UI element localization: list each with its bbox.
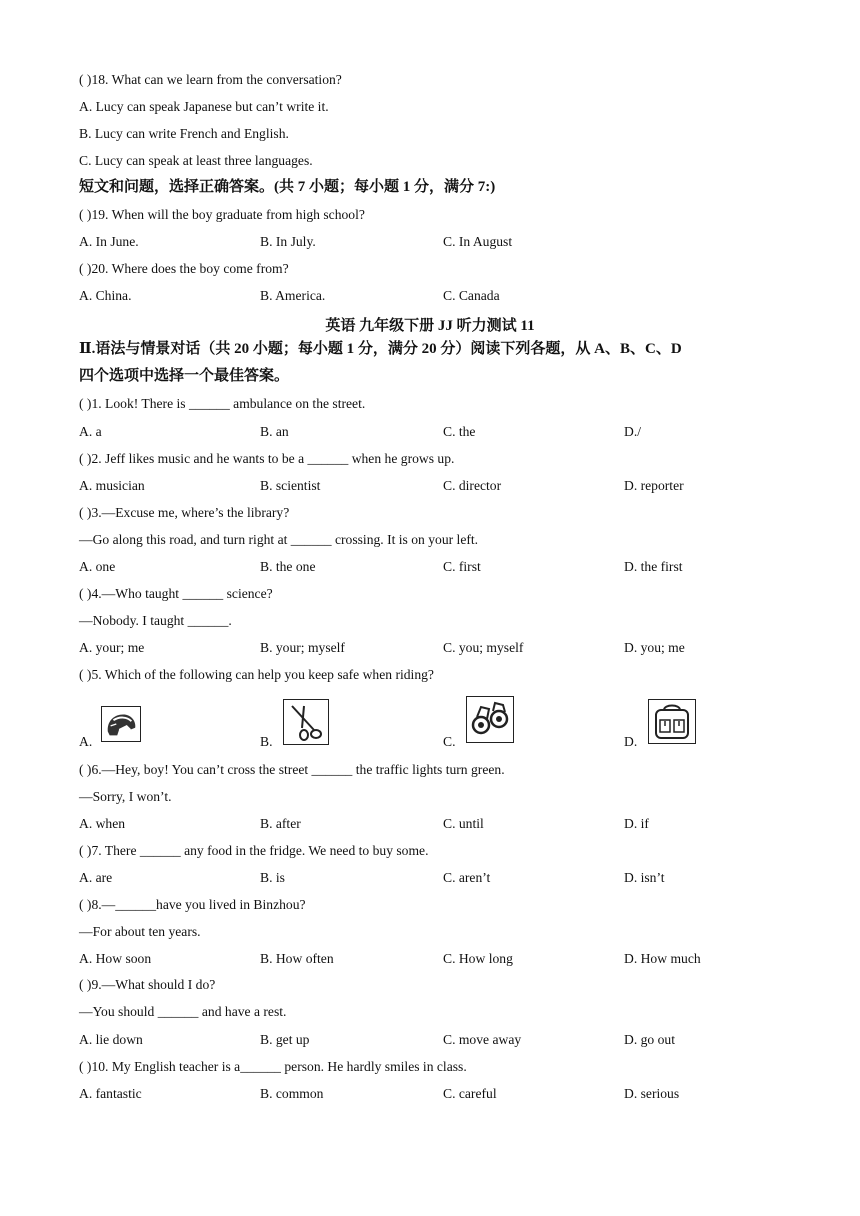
q9-option-d: D. go out	[624, 1032, 675, 1047]
q8-line2: —For about ten years.	[79, 924, 201, 939]
part2-header-line1: Ⅱ.语法与情景对话（共 20 小题；每小题 1 分，满分 20 分）阅读下列各题，从 A、B、C、D	[79, 341, 682, 357]
q5-option-d: D.	[624, 734, 638, 749]
q18-option-c: C. Lucy can speak at least three languages.	[79, 153, 313, 168]
q1-option-c: C. the	[443, 424, 476, 439]
section-header-short-passage: 短文和问题，选择正确答案。(共 7 小题；每小题 1 分，满分 7:)	[79, 179, 496, 195]
q1-stem: ( )1. Look! There is ______ ambulance on the street.	[79, 396, 366, 411]
q20-option-c: C. Canada	[443, 288, 500, 303]
part2-header-line2: 四个选项中选择一个最佳答案。	[79, 368, 290, 384]
test-title: 英语 九年级下册 JJ 听力测试 11	[325, 318, 535, 334]
q9-option-a: A. lie down	[79, 1032, 143, 1047]
q6-stem: ( )6.—Hey, boy! You can’t cross the street ______ the traffic lights turn green.	[79, 762, 505, 777]
q20-option-b: B. America.	[260, 288, 326, 303]
q1-option-d: D./	[624, 424, 641, 439]
q4-option-c: C. you; myself	[443, 640, 524, 655]
q9-option-b: B. get up	[260, 1032, 310, 1047]
q8-option-a: A. How soon	[79, 951, 152, 966]
q5-stem: ( )5. Which of the following can help you keep safe when riding?	[79, 667, 434, 682]
q19-stem: ( )19. When will the boy graduate from high school?	[79, 207, 365, 222]
q7-option-a: A. are	[79, 870, 113, 885]
q1-option-b: B. an	[260, 424, 289, 439]
q3-line2: —Go along this road, and turn right at ______ crossing. It is on your left.	[79, 532, 479, 547]
q6-line2: —Sorry, I won’t.	[79, 789, 172, 804]
q18-option-a: A. Lucy can speak Japanese but can’t write it.	[79, 99, 329, 114]
q5-option-a: A.	[79, 734, 93, 749]
q3-option-c: C. first	[443, 559, 481, 574]
q3-option-d: D. the first	[624, 559, 683, 574]
q19-option-b: B. In July.	[260, 234, 316, 249]
q6-option-c: C. until	[443, 816, 484, 831]
q19-option-a: A. In June.	[79, 234, 139, 249]
q9-option-c: C. move away	[443, 1032, 522, 1047]
q10-option-d: D. serious	[624, 1086, 680, 1101]
q2-option-c: C. director	[443, 478, 502, 493]
q4-option-b: B. your; myself	[260, 640, 345, 655]
q3-option-b: B. the one	[260, 559, 316, 574]
q8-option-c: C. How long	[443, 951, 513, 966]
q5-option-c: C.	[443, 734, 456, 749]
q6-option-d: D. if	[624, 816, 649, 831]
q6-option-a: A. when	[79, 816, 126, 831]
q3-stem: ( )3.—Excuse me, where’s the library?	[79, 505, 290, 520]
q1-option-a: A. a	[79, 424, 102, 439]
q4-stem: ( )4.—Who taught ______ science?	[79, 586, 273, 601]
q2-stem: ( )2. Jeff likes music and he wants to be a ______ when he grows up.	[79, 451, 455, 466]
q20-stem: ( )20. Where does the boy come from?	[79, 261, 289, 276]
scissors-icon	[283, 699, 329, 745]
q4-option-a: A. your; me	[79, 640, 145, 655]
backpack-icon	[648, 699, 696, 744]
q4-line2: —Nobody. I taught ______.	[79, 613, 232, 628]
q20-option-a: A. China.	[79, 288, 132, 303]
q7-option-b: B. is	[260, 870, 285, 885]
q2-option-b: B. scientist	[260, 478, 321, 493]
q2-option-a: A. musician	[79, 478, 145, 493]
q8-option-d: D. How much	[624, 951, 701, 966]
q7-stem: ( )7. There ______ any food in the fridge. We need to buy some.	[79, 843, 429, 858]
binoculars-icon	[466, 696, 514, 743]
q4-option-d: D. you; me	[624, 640, 685, 655]
q18-stem: ( )18. What can we learn from the conversation?	[79, 72, 342, 87]
helmet-icon	[101, 706, 141, 742]
q10-option-a: A. fantastic	[79, 1086, 142, 1101]
q7-option-c: C. aren’t	[443, 870, 491, 885]
q8-stem: ( )8.—______have you lived in Binzhou?	[79, 897, 306, 912]
q2-option-d: D. reporter	[624, 478, 684, 493]
q9-stem: ( )9.—What should I do?	[79, 977, 216, 992]
q18-option-b: B. Lucy can write French and English.	[79, 126, 289, 141]
q7-option-d: D. isn’t	[624, 870, 665, 885]
q8-option-b: B. How often	[260, 951, 334, 966]
q10-option-b: B. common	[260, 1086, 324, 1101]
q6-option-b: B. after	[260, 816, 301, 831]
q19-option-c: C. In August	[443, 234, 513, 249]
q10-stem: ( )10. My English teacher is a______ person. He hardly smiles in class.	[79, 1059, 467, 1074]
q5-option-b: B.	[260, 734, 273, 749]
q9-line2: —You should ______ and have a rest.	[79, 1004, 287, 1019]
q3-option-a: A. one	[79, 559, 116, 574]
q10-option-c: C. careful	[443, 1086, 497, 1101]
